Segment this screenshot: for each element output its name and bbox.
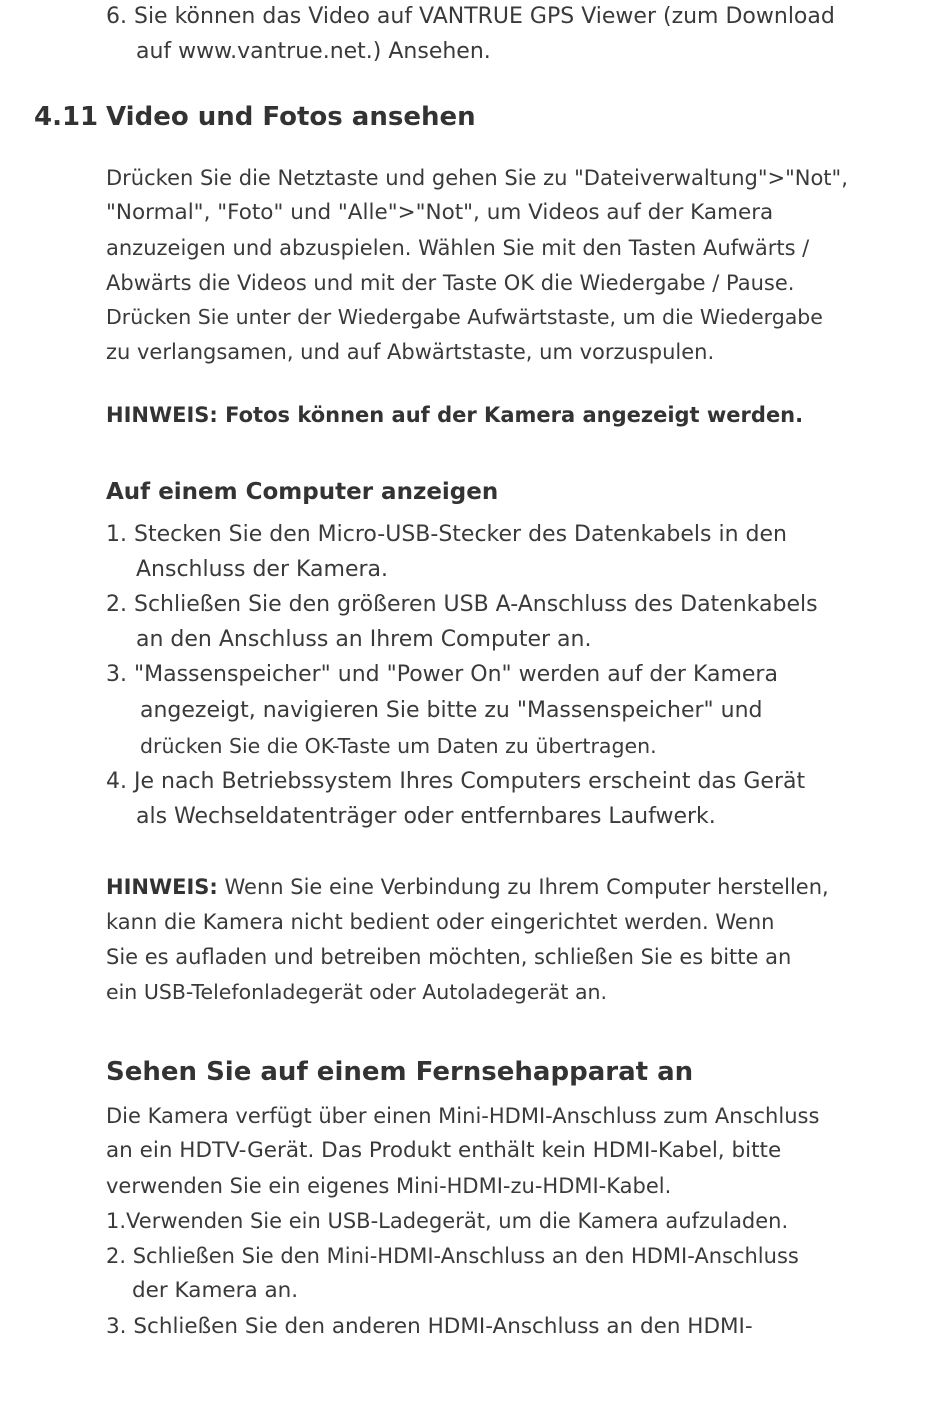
tv-line: verwenden Sie ein eigenes Mini-HDMI-zu-HDMI-Kabel. [106,1174,672,1198]
list-line: Anschluss der Kamera. [136,557,389,582]
note-computer-line: ein USB-Telefonladegerät oder Autoladegerät an. [106,980,608,1004]
note-text: Wenn Sie eine Verbindung zu Ihrem Computer herstellen, [217,875,829,899]
paragraph-line: Abwärts die Videos und mit der Taste OK die Wiedergabe / Pause. [106,271,795,295]
paragraph-line: Drücken Sie unter der Wiedergabe Aufwärtstaste, um die Wiedergabe [106,305,823,329]
note-photos: HINWEIS: Fotos können auf der Kamera angezeigt werden. [106,403,804,427]
list-line: drücken Sie die OK-Taste um Daten zu übertragen. [140,734,657,758]
section-title: Video und Fotos ansehen [106,102,476,132]
paragraph-line: anzuzeigen und abzuspielen. Wählen Sie mit den Tasten Aufwärts / [106,236,810,260]
intro-item-line: auf www.vantrue.net.) Ansehen. [136,39,491,64]
tv-line: 1.Verwenden Sie ein USB-Ladegerät, um die Kamera aufzuladen. [106,1209,789,1233]
note-computer-line: kann die Kamera nicht bedient oder eingerichtet werden. Wenn [106,910,775,934]
list-line: als Wechseldatenträger oder entfernbares Laufwerk. [136,804,716,829]
note-computer-line: Sie es aufladen und betreiben möchten, schließen Sie es bitte an [106,945,792,969]
subsection-title-computer: Auf einem Computer anzeigen [106,479,499,505]
list-line: 4. Je nach Betriebssystem Ihres Computers erscheint das Gerät [106,769,806,794]
paragraph-line: zu verlangsamen, und auf Abwärtstaste, um vorzuspulen. [106,340,715,364]
tv-line: Die Kamera verfügt über einen Mini-HDMI-Anschluss zum Anschluss [106,1104,820,1128]
note-label: HINWEIS: [106,875,218,899]
list-line: an den Anschluss an Ihrem Computer an. [136,627,592,652]
paragraph-line: "Normal", "Foto" und "Alle">"Not", um Videos auf der Kamera [106,200,774,225]
note-computer-line [106,872,829,902]
paragraph-line: Drücken Sie die Netztaste und gehen Sie zu "Dateiverwaltung">"Not", [106,166,848,190]
tv-line: 2. Schließen Sie den Mini-HDMI-Anschluss an den HDMI-Anschluss [106,1244,799,1268]
subsection-title-tv: Sehen Sie auf einem Fernsehapparat an [106,1057,694,1087]
tv-line: an ein HDTV-Gerät. Das Produkt enthält kein HDMI-Kabel, bitte [106,1138,782,1163]
section-number: 4.11 [34,102,99,132]
list-line: angezeigt, navigieren Sie bitte zu "Massenspeicher" und [140,698,763,723]
list-line: 3. "Massenspeicher" und "Power On" werden auf der Kamera [106,662,778,687]
list-line: 2. Schließen Sie den größeren USB A-Anschluss des Datenkabels [106,592,818,617]
list-line: 1. Stecken Sie den Micro-USB-Stecker des Datenkabels in den [106,522,787,547]
tv-line: der Kamera an. [132,1278,299,1303]
intro-item-line: 6. Sie können das Video auf VANTRUE GPS Viewer (zum Download [106,4,835,29]
tv-line: 3. Schließen Sie den anderen HDMI-Anschluss an den HDMI- [106,1314,753,1339]
